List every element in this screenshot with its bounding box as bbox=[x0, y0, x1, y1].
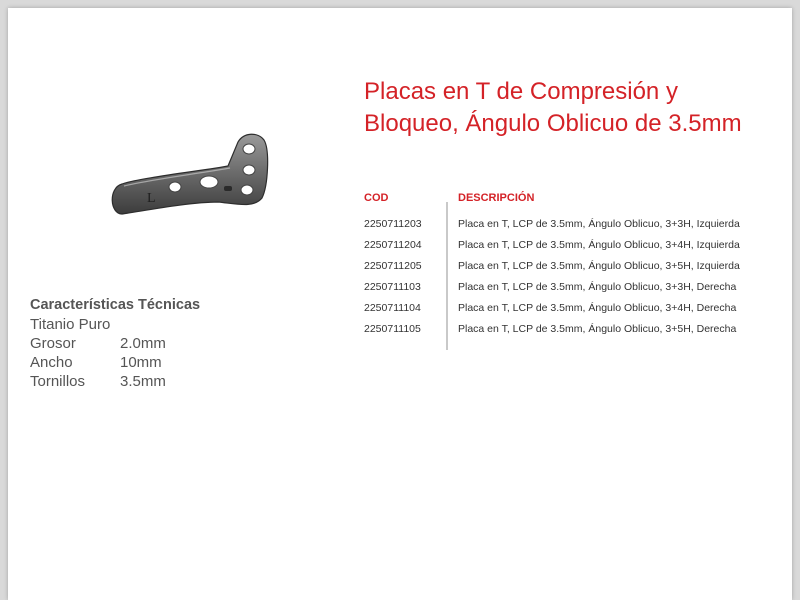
technical-specs bbox=[30, 297, 200, 391]
row-code: 2250711205 bbox=[364, 260, 422, 272]
table-row bbox=[364, 256, 784, 277]
spec-value: 3.5mm bbox=[120, 373, 166, 390]
row-code: 2250711104 bbox=[364, 302, 421, 314]
spec-row bbox=[30, 334, 200, 353]
table-row bbox=[364, 319, 784, 340]
row-code: 2250711103 bbox=[364, 281, 421, 293]
table-row bbox=[364, 298, 784, 319]
row-code: 2250711203 bbox=[364, 218, 422, 230]
spec-value: 2.0mm bbox=[120, 335, 166, 352]
row-description: Placa en T, LCP de 3.5mm, Ángulo Oblicuo, 3+5H, Derecha bbox=[458, 323, 737, 335]
table-row bbox=[364, 277, 784, 298]
table-row bbox=[364, 235, 784, 256]
table-header bbox=[364, 192, 784, 214]
t-plate-icon bbox=[98, 124, 280, 230]
row-description: Placa en T, LCP de 3.5mm, Ángulo Oblicuo, 3+3H, Derecha bbox=[458, 281, 737, 293]
table-row bbox=[364, 214, 784, 235]
spec-label: Grosor bbox=[30, 335, 76, 352]
spec-material: Titanio Puro bbox=[30, 316, 111, 333]
row-description: Placa en T, LCP de 3.5mm, Ángulo Oblicuo, 3+4H, Izquierda bbox=[458, 239, 740, 251]
row-description: Placa en T, LCP de 3.5mm, Ángulo Oblicuo, 3+3H, Izquierda bbox=[458, 218, 740, 230]
spec-label: Tornillos bbox=[30, 373, 86, 390]
row-description: Placa en T, LCP de 3.5mm, Ángulo Oblicuo, 3+4H, Derecha bbox=[458, 302, 737, 314]
row-code: 2250711105 bbox=[364, 323, 421, 335]
specs-heading: Características Técnicas bbox=[30, 297, 201, 313]
header-description: DESCRIPCIÓN bbox=[458, 192, 535, 204]
spec-row bbox=[30, 353, 200, 372]
row-code: 2250711204 bbox=[364, 239, 422, 251]
spec-value: 10mm bbox=[120, 354, 162, 371]
spec-row bbox=[30, 372, 200, 391]
page-title: Placas en T de Compresión y Bloqueo, Ángulo Oblicuo de 3.5mm bbox=[364, 78, 742, 137]
row-description: Placa en T, LCP de 3.5mm, Ángulo Oblicuo, 3+5H, Izquierda bbox=[458, 260, 740, 272]
header-cod: COD bbox=[364, 192, 389, 204]
plate-mark: L bbox=[147, 191, 156, 206]
product-table bbox=[364, 192, 784, 340]
spec-label: Ancho bbox=[30, 354, 73, 371]
